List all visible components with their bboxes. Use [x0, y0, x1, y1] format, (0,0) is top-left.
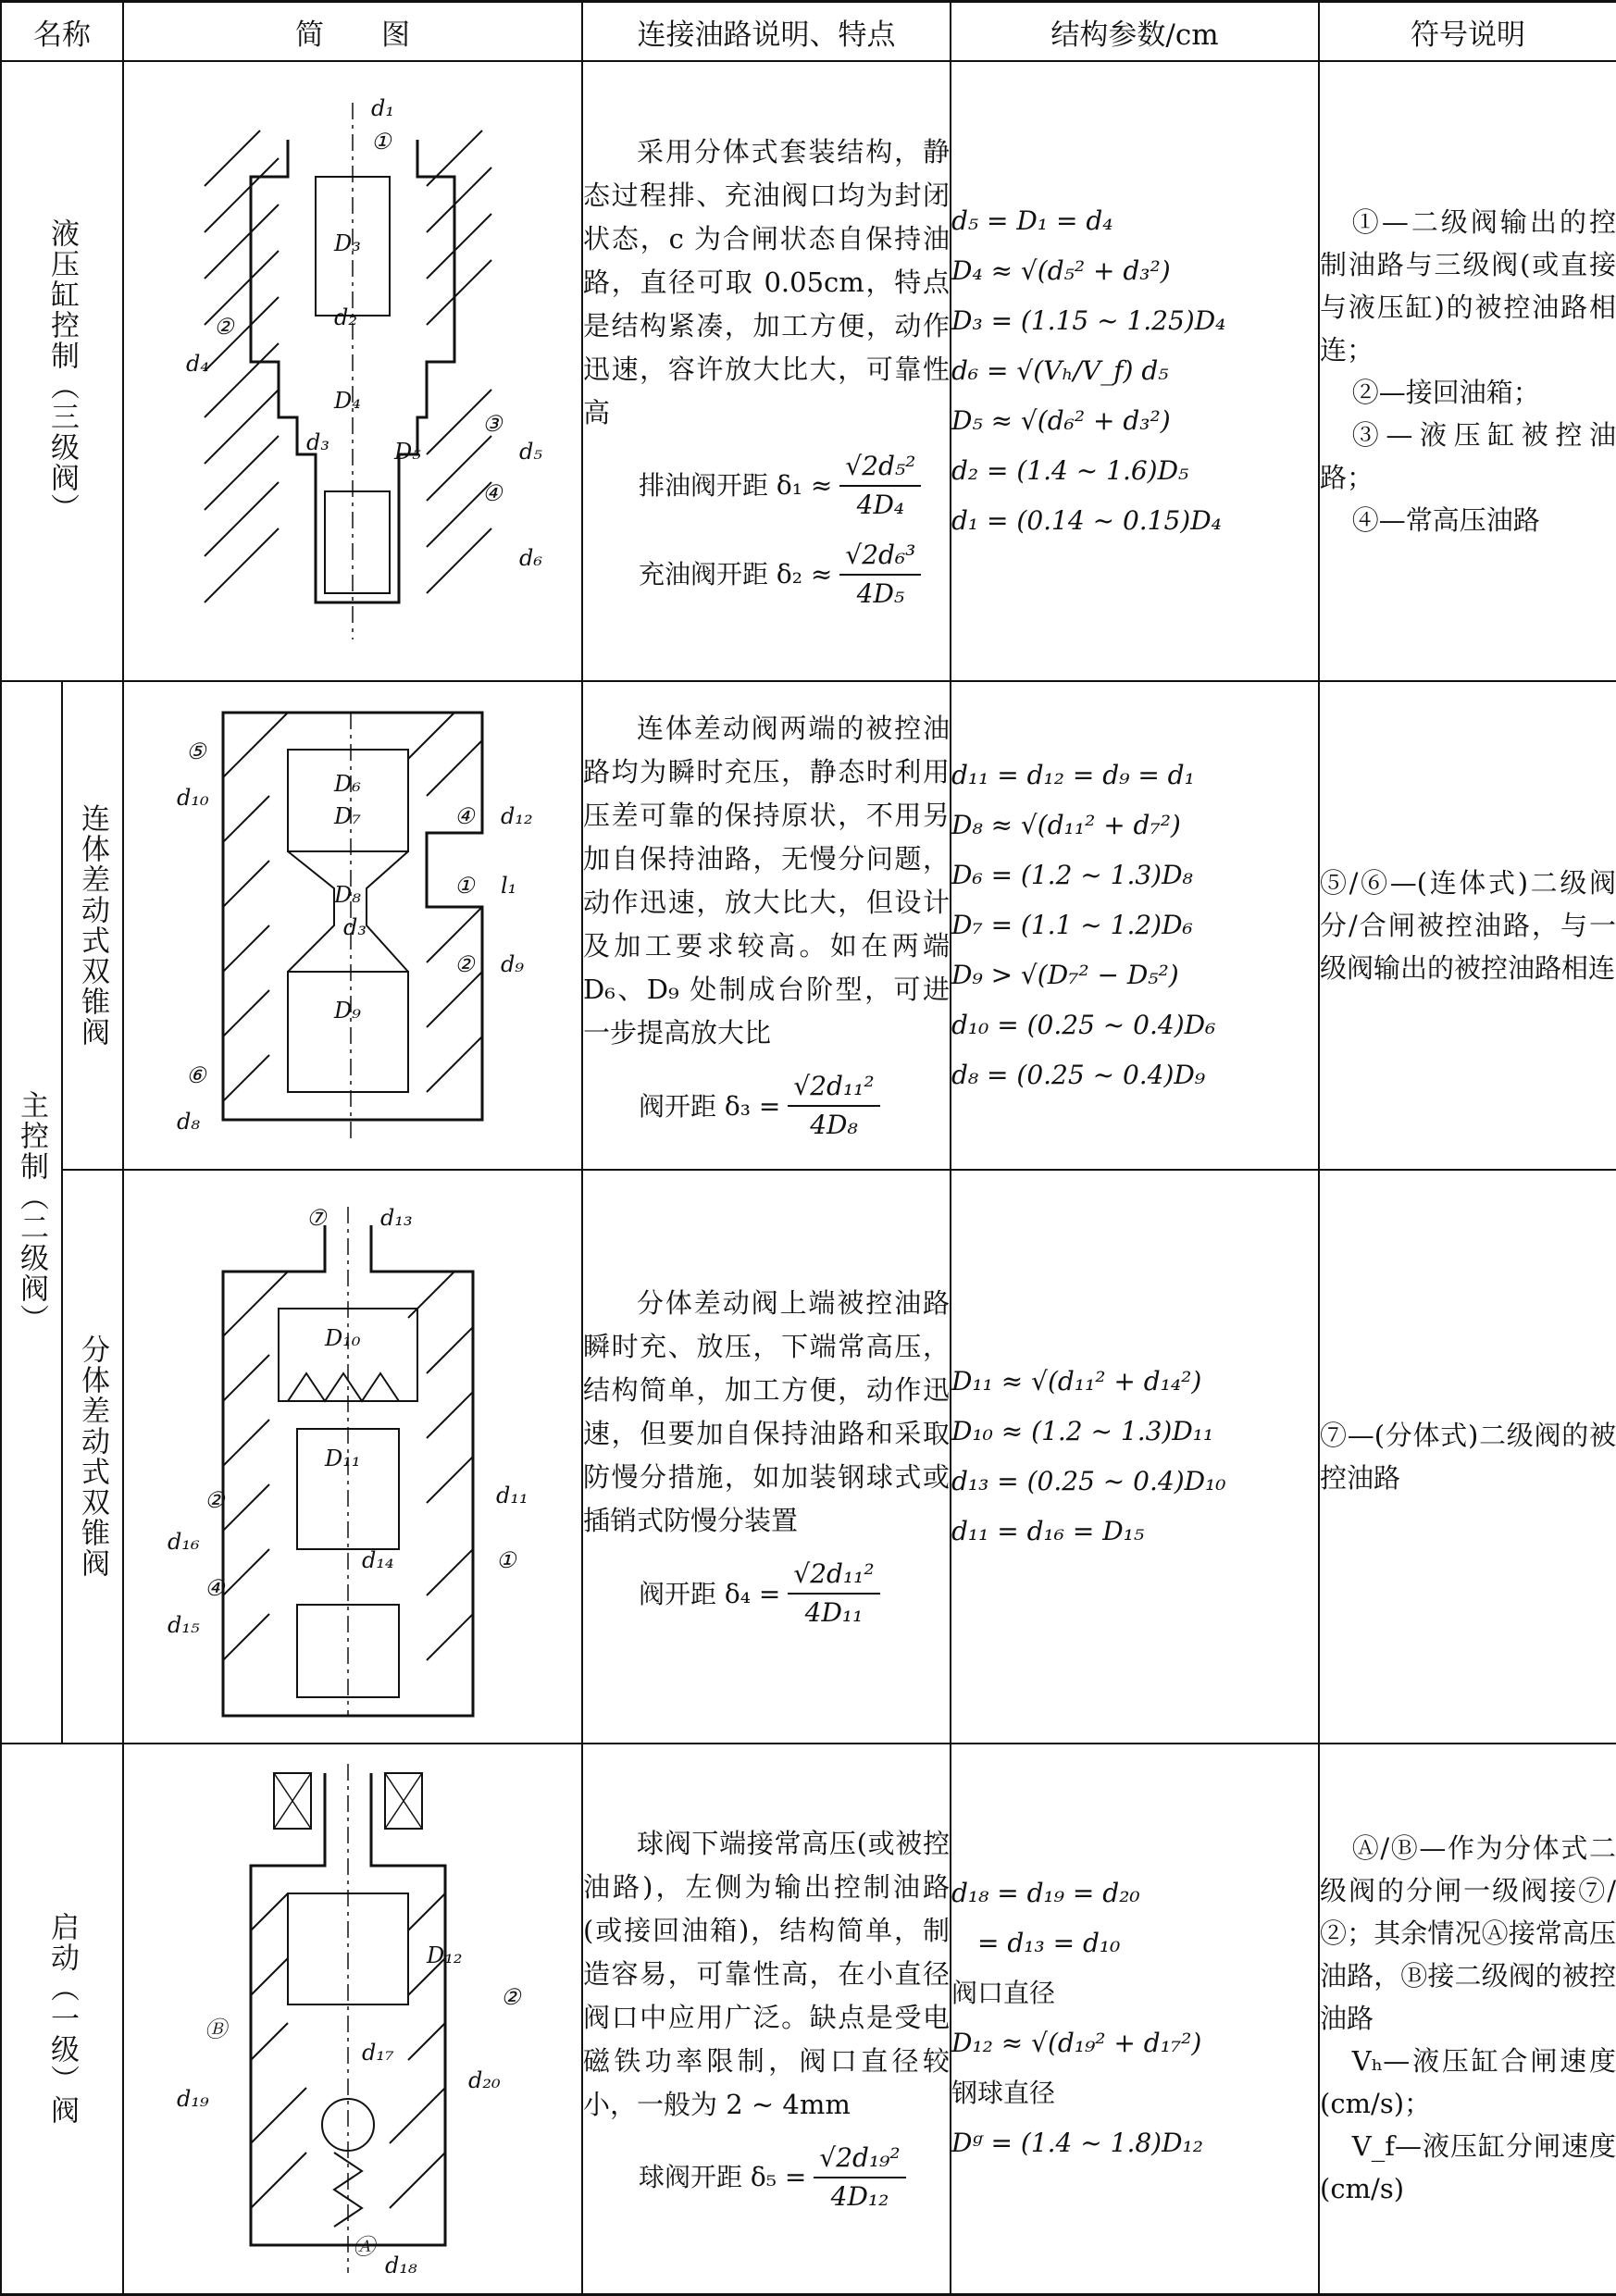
- param-line: D₆ = (1.2 ~ 1.3)D₈: [951, 860, 1193, 890]
- diagram-label: d₃: [343, 914, 367, 940]
- diagram-label: ②: [205, 1487, 225, 1513]
- param-line: D₃ = (1.15 ~ 1.25)D₄: [951, 305, 1226, 336]
- diagram-label: ④: [482, 480, 503, 506]
- symbols-cell: [1319, 681, 1616, 1170]
- diagram-label: d₅: [519, 439, 542, 465]
- diagram-label: D₅: [394, 439, 421, 465]
- description-cell: [582, 681, 951, 1170]
- description-text: 采用分体式套装结构，静态过程排、充油阀口均为封闭状态，c 为合闸状态自保持油路，直径可取 0.05cm，特点是结构紧凑，加工方便，动作迅速，容许放大比大，可靠性高: [583, 135, 950, 428]
- diagram-label: d₉: [501, 951, 524, 977]
- diagram-label: d₁₁: [496, 1483, 528, 1508]
- diagram-label: d₄: [186, 351, 209, 377]
- group-name: 主控制（二级阀）: [15, 1090, 49, 1334]
- diagram-label: D₄: [334, 388, 361, 414]
- param-line: 钢球直径: [951, 2078, 1056, 2109]
- fraction: [788, 1068, 879, 1144]
- header-name: 名称: [1, 2, 123, 62]
- starter-valve-diagram: [149, 1755, 556, 2282]
- hatching: [205, 130, 491, 602]
- param-line: 阀口直径: [951, 1978, 1056, 2009]
- numerator: √2d₆³: [839, 537, 921, 576]
- denominator: 4D₅: [856, 577, 905, 609]
- symbol-line: ③—液压缸被控油路；: [1320, 419, 1616, 493]
- numerator: √2d₁₁²: [788, 1556, 879, 1595]
- formula-label: 排油阀开距 δ₁ ≈: [639, 470, 833, 501]
- diagram-label: ④: [205, 1575, 225, 1601]
- diagram-label: d₁: [371, 95, 394, 121]
- description-cell: [582, 1170, 951, 1744]
- diagram-label: d₁₆: [168, 1529, 200, 1555]
- diagram-label: ⑦: [306, 1205, 327, 1231]
- diagram-label: d₁₂: [501, 803, 533, 829]
- formula-label: 阀开距 δ₄ =: [639, 1578, 781, 1609]
- diagram-label: d₈: [177, 1109, 200, 1135]
- numerator: √2d₅²: [839, 448, 921, 487]
- diagram-label: Ⓑ: [205, 2017, 227, 2043]
- param-line: d₂ = (1.4 ~ 1.6)D₅: [951, 455, 1189, 486]
- param-line: d₁ = (0.14 ~ 0.15)D₄: [951, 505, 1222, 536]
- diagram-cell: [123, 1744, 582, 2294]
- diagram-label: d₁₇: [362, 2040, 394, 2066]
- diagram-label: d₂: [334, 304, 357, 330]
- diagram-label: ③: [482, 411, 503, 437]
- formula: [583, 448, 950, 524]
- symbol-line: Ⓐ/Ⓑ—作为分体式二级阀的分闸一级阀接⑦/②；其余情况Ⓐ接常高压油路，Ⓑ接二级阀的被控油路: [1320, 1832, 1616, 2035]
- diagram-label: ⑥: [186, 1062, 206, 1088]
- formula-label: 充油阀开距 δ₂ ≈: [639, 559, 833, 590]
- diagram-label: ②: [501, 1984, 521, 2011]
- fraction: [839, 448, 921, 524]
- fraction: [814, 2140, 905, 2215]
- denominator: 4D₈: [810, 1110, 858, 1140]
- diagram-label: d₂₀: [468, 2067, 501, 2094]
- param-line: D₇ = (1.1 ~ 1.2)D₆: [951, 910, 1193, 940]
- diagram-label: d₆: [519, 545, 542, 571]
- param-line: = d₁₃ = d₁₀: [951, 1928, 1121, 1959]
- diagram-label: ④: [454, 803, 475, 829]
- param-line: D₁₁ ≈ √(d₁₁² + d₁₄²): [951, 1366, 1202, 1396]
- diagram-label: d₁₀: [177, 785, 209, 811]
- row-name: 连体差动式双锥阀: [76, 803, 110, 1048]
- diagram-label: D₆: [334, 771, 361, 797]
- numerator: √2d₁₉²: [814, 2140, 905, 2178]
- three-stage-valve-diagram: [149, 84, 556, 658]
- diagram-label: D₉: [334, 998, 361, 1024]
- diagram-label: l₁: [501, 873, 517, 899]
- diagram-label: d₁₄: [362, 1547, 394, 1573]
- param-line: d₈ = (0.25 ~ 0.4)D₉: [951, 1060, 1206, 1090]
- diagram-label: D₈: [334, 882, 361, 908]
- diagram-label: D₃: [334, 230, 361, 256]
- diagram-label: d₁₃: [380, 1205, 413, 1231]
- param-line: d₁₈ = d₁₉ = d₂₀: [951, 1878, 1140, 1909]
- header-description: 连接油路说明、特点: [582, 2, 951, 62]
- row-name: 分体差动式双锥阀: [76, 1334, 110, 1579]
- header-diagram: 简 图: [123, 2, 582, 62]
- denominator: 4D₄: [856, 489, 905, 520]
- description-cell: [582, 1744, 951, 2294]
- denominator: 4D₁₂: [830, 2180, 889, 2212]
- symbol-line: V_f—液压缸分闸速度(cm/s): [1320, 2130, 1616, 2205]
- symbol-line: ①—二级阀输出的控制油路与三级阀(或直接与液压缸)的被控油路相连；: [1320, 206, 1616, 366]
- split-differential-valve-diagram: [149, 1188, 556, 1725]
- param-line: d₅ = D₁ = d₄: [951, 205, 1113, 236]
- description-text: 球阀下端接常高压(或被控油路)，左侧为输出控制油路(或接回油箱)，结构简单，制造容易，可靠性高，在小直径阀口中应用广泛。缺点是受电磁铁功率限制，阀口直径较小，一般为 2 ~ 4mm: [583, 1827, 950, 2120]
- params-cell: [951, 1744, 1319, 2294]
- param-line: d₁₁ = d₁₂ = d₉ = d₁: [951, 760, 1195, 790]
- row-name: 启动（一级）阀: [45, 1911, 80, 2126]
- fraction: [788, 1556, 879, 1632]
- table-row: [1, 1744, 1616, 2294]
- header-params: 结构参数/cm: [951, 2, 1319, 62]
- param-line: d₁₀ = (0.25 ~ 0.4)D₆: [951, 1010, 1216, 1040]
- param-line: D₉ > √(D₇² − D₅²): [951, 960, 1179, 990]
- formula-label: 球阀开距 δ₅ =: [639, 2162, 807, 2193]
- description-text: 连体差动阀两端的被控油路均为瞬时充压，静态时利用压差可靠的保持原状，不用另加自保持油路，无慢分问题，动作迅速，放大比大，但设计及加工要求较高。如在两端 D₆、D₉ 处制成台阶型，可进一步提高放大比: [583, 713, 950, 1049]
- diagram-label: ②: [214, 314, 234, 340]
- diagram-label: d₁₅: [168, 1612, 200, 1638]
- diagram-cell: [123, 1170, 582, 1744]
- param-line: d₁₃ = (0.25 ~ 0.4)D₁₀: [951, 1466, 1226, 1496]
- symbols-cell: [1319, 61, 1616, 681]
- diagram-label: d₁₈: [385, 2253, 417, 2279]
- diagram-label: D₁₁: [325, 1446, 361, 1471]
- symbols-cell: [1319, 1170, 1616, 1744]
- param-line: D₁₂ ≈ √(d₁₉² + d₁₇²): [951, 2028, 1202, 2059]
- description-text: 分体差动阀上端被控油路瞬时充、放压，下端常高压，结构简单，加工方便，动作迅速，但要加自保持油路和采取防慢分措施，如加装钢球式或插销式防慢分装置: [583, 1287, 950, 1536]
- table-row: [1, 1170, 1616, 1744]
- param-line: D₅ ≈ √(d₆² + d₃²): [951, 405, 1171, 436]
- diagram-label: ②: [454, 951, 475, 977]
- symbol-line: ⑦—(分体式)二级阀的被控油路: [1320, 1420, 1616, 1494]
- params-cell: [951, 61, 1319, 681]
- symbol-line: Vₕ—液压缸合闸速度(cm/s)；: [1320, 2045, 1616, 2120]
- diagram-label: d₁₉: [177, 2086, 209, 2113]
- row-name: 液压缸控制（三级阀）: [45, 218, 80, 524]
- symbols-cell: [1319, 1744, 1616, 2294]
- formula: [583, 1556, 950, 1632]
- numerator: √2d₁₁²: [788, 1068, 879, 1107]
- diagram-cell: [123, 681, 582, 1170]
- formula-label: 阀开距 δ₃ =: [639, 1090, 781, 1122]
- symbol-line: ②—接回油箱；: [1351, 377, 1540, 408]
- diagram-label: ⑤: [186, 738, 206, 764]
- table-row: [1, 61, 1616, 681]
- param-line: Dᵍ = (1.4 ~ 1.8)D₁₂: [951, 2128, 1203, 2159]
- diagram-label: ①: [371, 129, 392, 155]
- param-line: D₈ ≈ √(d₁₁² + d₇²): [951, 810, 1181, 840]
- diagram-cell: [123, 61, 582, 681]
- param-line: D₁₀ ≈ (1.2 ~ 1.3)D₁₁: [951, 1416, 1214, 1446]
- header-row: [1, 2, 1616, 62]
- header-symbols: 符号说明: [1319, 2, 1616, 62]
- integral-differential-valve-diagram: [149, 694, 556, 1157]
- diagram-label: ①: [454, 873, 475, 899]
- diagram-label: ①: [496, 1547, 516, 1573]
- description-cell: [582, 61, 951, 681]
- param-line: d₁₁ = d₁₆ = D₁₅: [951, 1516, 1145, 1546]
- formula: [583, 537, 950, 613]
- formula: [583, 1068, 950, 1144]
- symbol-line: ⑤/⑥—(连体式)二级阀分/合闸被控油路，与一级阀输出的被控油路相连: [1320, 867, 1616, 984]
- fraction: [839, 537, 921, 613]
- diagram-label: D₇: [334, 803, 361, 829]
- diagram-label: Ⓐ: [353, 2234, 375, 2261]
- formula: [583, 2140, 950, 2215]
- diagram-label: D₁₂: [427, 1942, 463, 1969]
- param-line: D₄ ≈ √(d₅² + d₃²): [951, 255, 1171, 286]
- params-cell: [951, 1170, 1319, 1744]
- denominator: 4D₁₁: [804, 1597, 864, 1628]
- params-cell: [951, 681, 1319, 1170]
- symbol-line: ④—常高压油路: [1351, 504, 1540, 536]
- param-line: d₆ = √(Vₕ/V_f) d₅: [951, 355, 1169, 386]
- diagram-label: D₁₀: [325, 1325, 361, 1351]
- table-row: [1, 681, 1616, 1170]
- diagram-label: d₃: [306, 429, 329, 455]
